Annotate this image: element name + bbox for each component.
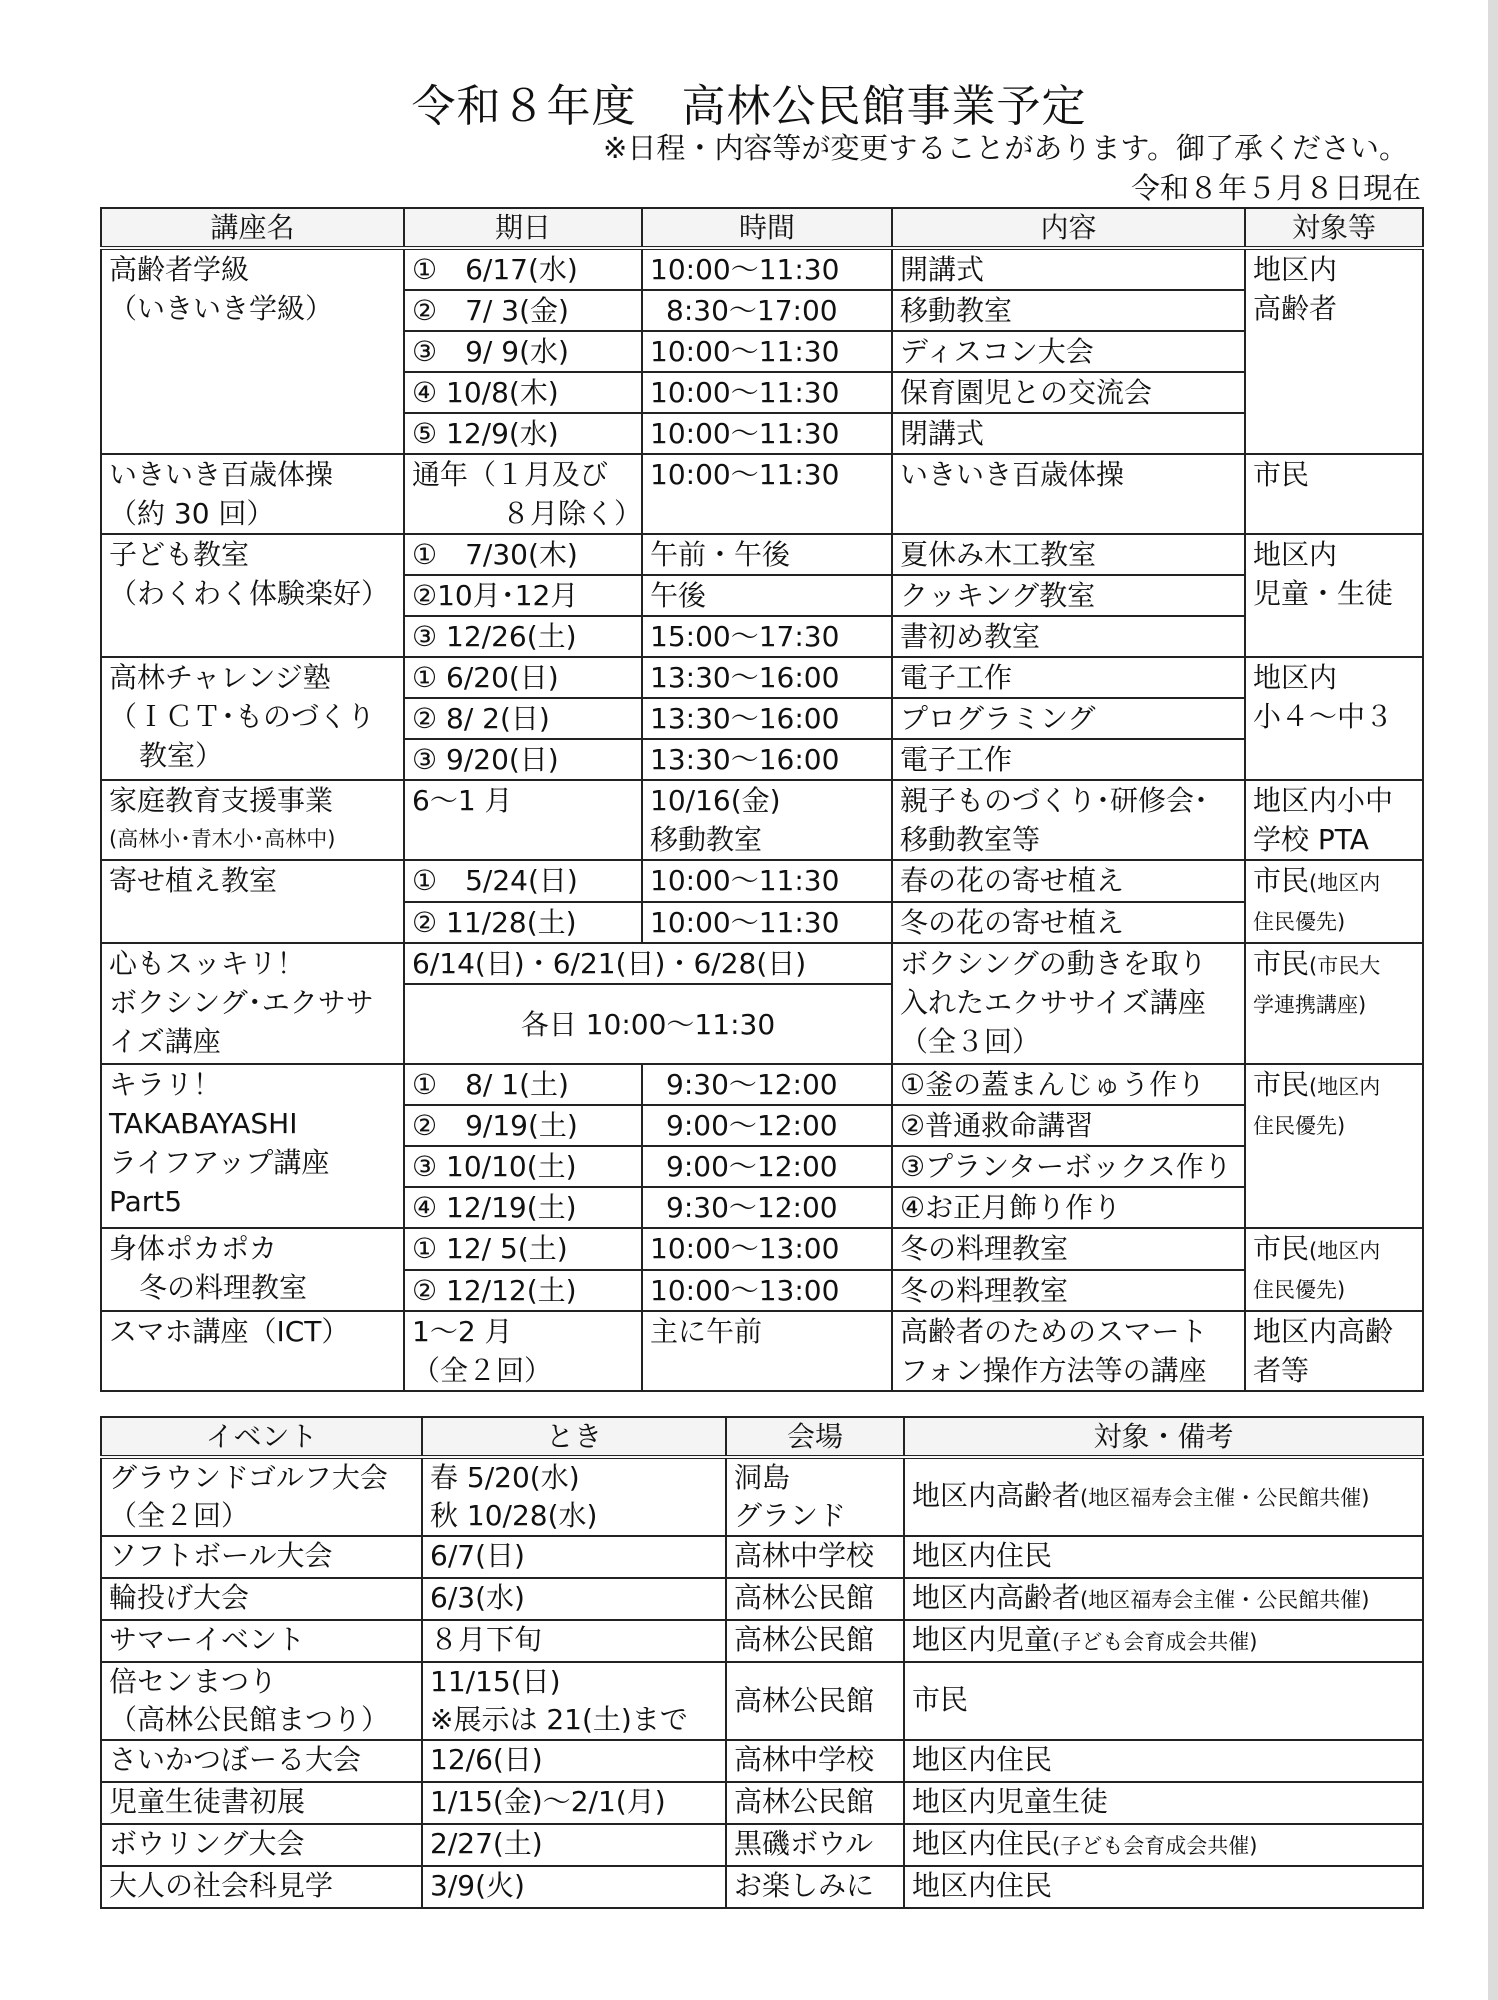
event-name-cell: さいかつぼーる大会 [101, 1740, 422, 1782]
header-when: とき [422, 1417, 726, 1457]
date-cell: ④ 10/8(木) [404, 372, 642, 413]
target-cell: 地区内 高齢者 [1245, 248, 1423, 454]
date-cell: ② 8/ 2(日) [404, 698, 642, 739]
time-cell: 9:30〜12:00 [642, 1187, 892, 1228]
event-name-cell: ソフトボール大会 [101, 1536, 422, 1578]
date-cell: ② 11/28(土) [404, 902, 642, 944]
venue-cell: 高林公民館 [726, 1578, 904, 1620]
target-notes-cell: 地区内住民 [904, 1536, 1423, 1578]
content-cell: 親子ものづくり･研修会･ 移動教室等 [892, 780, 1245, 860]
table-row [101, 1824, 1423, 1866]
when-cell: 2/27(土) [422, 1824, 726, 1866]
content-cell: 書初め教室 [892, 616, 1245, 657]
table-row [101, 248, 1423, 290]
venue-cell: 高林中学校 [726, 1536, 904, 1578]
when-cell: 春 5/20(水) 秋 10/28(水) [422, 1457, 726, 1536]
event-name-cell: サマーイベント [101, 1620, 422, 1662]
venue-cell: 黒磯ボウル [726, 1824, 904, 1866]
content-cell: 保育園児との交流会 [892, 372, 1245, 413]
time-cell: 10:00〜13:00 [642, 1270, 892, 1312]
content-cell: 冬の花の寄せ植え [892, 902, 1245, 944]
date-cell: ② 9/19(土) [404, 1105, 642, 1146]
content-cell: 移動教室 [892, 290, 1245, 331]
date-cell: ② 7/ 3(金) [404, 290, 642, 331]
time-cell: 10:00〜11:30 [642, 248, 892, 290]
when-cell: 6/7(日) [422, 1536, 726, 1578]
table-row [101, 1311, 1423, 1391]
when-cell: 3/9(火) [422, 1866, 726, 1908]
date-cell: ① 7/30(木) [404, 534, 642, 575]
time-cell: 午後 [642, 575, 892, 616]
content-cell: クッキング教室 [892, 575, 1245, 616]
target-notes-cell: 地区内児童生徒 [904, 1782, 1423, 1824]
date-cell: 通年（１月及び ８月除く） [404, 454, 642, 534]
date-cell: ③ 9/ 9(水) [404, 331, 642, 372]
content-cell: ボクシングの動きを取り 入れたエクササイズ講座 （全３回） [892, 943, 1245, 1064]
content-cell: ①釜の蓋まんじゅう作り [892, 1064, 1245, 1105]
date-cell: ① 6/20(日) [404, 657, 642, 698]
target-notes-cell: 地区内住民(子ども会育成会共催) [904, 1824, 1423, 1866]
when-cell: ８月下旬 [422, 1620, 726, 1662]
date-cell: ① 5/24(日) [404, 860, 642, 902]
time-cell: 10:00〜11:30 [642, 413, 892, 454]
target-cell: 地区内 児童・生徒 [1245, 534, 1423, 657]
as-of-date: 令和８年５月８日現在 [1130, 171, 1421, 205]
header-target: 対象等 [1245, 208, 1423, 248]
content-cell: ディスコン大会 [892, 331, 1245, 372]
target-cell: 地区内小中 学校 PTA [1245, 780, 1423, 860]
date-cell: ③ 10/10(土) [404, 1146, 642, 1187]
page-title: 令和８年度 高林公民館事業予定 [411, 81, 1087, 132]
header-target-notes: 対象・備考 [904, 1417, 1423, 1457]
table-row [101, 1782, 1423, 1824]
event-name-cell: 児童生徒書初展 [101, 1782, 422, 1824]
content-cell: ④お正月飾り作り [892, 1187, 1245, 1228]
content-cell: ③プランターボックス作り [892, 1146, 1245, 1187]
table-row [101, 1457, 1423, 1536]
time-cell: 10:00〜11:30 [642, 331, 892, 372]
course-name-cell: スマホ講座（ICT） [101, 1311, 404, 1391]
event-name-cell: 倍センまつり （高林公民館まつり） [101, 1662, 422, 1740]
date-cell: 6〜1 月 [404, 780, 642, 860]
event-schedule-table [100, 1416, 1424, 1909]
date-cell: ⑤ 12/9(水) [404, 413, 642, 454]
header-content: 内容 [892, 208, 1245, 248]
time-cell: 8:30〜17:00 [642, 290, 892, 331]
table-row [101, 1662, 1423, 1740]
course-name-cell: 高林チャレンジ塾 （ＩＣＴ･ものづくり 教室） [101, 657, 404, 780]
content-cell: 電子工作 [892, 657, 1245, 698]
change-notice: ※日程・内容等が変更することがあります。御了承ください。 [603, 131, 1408, 165]
when-cell: 6/3(水) [422, 1578, 726, 1620]
target-notes-cell: 地区内住民 [904, 1866, 1423, 1908]
table-header-row [101, 208, 1423, 248]
content-cell: 夏休み木工教室 [892, 534, 1245, 575]
event-name-cell: 輪投げ大会 [101, 1578, 422, 1620]
time-cell: 10:00〜11:30 [642, 372, 892, 413]
target-cell: 地区内 小４〜中３ [1245, 657, 1423, 780]
time-cell: 15:00〜17:30 [642, 616, 892, 657]
time-cell: 午前・午後 [642, 534, 892, 575]
table-row [101, 1228, 1423, 1270]
date-cell: ① 8/ 1(土) [404, 1064, 642, 1105]
table-row [101, 534, 1423, 575]
course-name-cell: 家庭教育支援事業 (高林小･青木小･高林中) [101, 780, 404, 860]
venue-cell: 洞島 グランド [726, 1457, 904, 1536]
table-row [101, 780, 1423, 860]
venue-cell: 高林公民館 [726, 1662, 904, 1740]
target-notes-cell: 地区内高齢者(地区福寿会主催・公民館共催) [904, 1457, 1423, 1536]
header-event: イベント [101, 1417, 422, 1457]
target-cell: 市民(地区内 住民優先) [1245, 860, 1423, 943]
date-cell: ① 6/17(水) [404, 248, 642, 290]
time-cell: 13:30〜16:00 [642, 698, 892, 739]
content-cell: 高齢者のためのスマート フォン操作方法等の講座 [892, 1311, 1245, 1391]
date-cell: ③ 12/26(土) [404, 616, 642, 657]
target-cell: 地区内高齢 者等 [1245, 1311, 1423, 1391]
time-cell: 10:00〜13:00 [642, 1228, 892, 1270]
time-cell: 9:00〜12:00 [642, 1105, 892, 1146]
table-row [101, 1578, 1423, 1620]
time-cell: 10:00〜11:30 [642, 860, 892, 902]
target-notes-cell: 地区内住民 [904, 1740, 1423, 1782]
event-name-cell: 大人の社会科見学 [101, 1866, 422, 1908]
header-venue: 会場 [726, 1417, 904, 1457]
date-cell: ① 12/ 5(土) [404, 1228, 642, 1270]
course-name-cell: 高齢者学級 （いきいき学級） [101, 248, 404, 454]
course-name-cell: 身体ポカポカ 冬の料理教室 [101, 1228, 404, 1311]
content-cell: いきいき百歳体操 [892, 454, 1245, 534]
dates-cell: 6/14(日)・6/21(日)・6/28(日) [404, 943, 892, 984]
venue-cell: 高林公民館 [726, 1620, 904, 1662]
date-cell: ④ 12/19(土) [404, 1187, 642, 1228]
table-row [101, 657, 1423, 698]
content-cell: 冬の料理教室 [892, 1270, 1245, 1312]
venue-cell: 高林公民館 [726, 1782, 904, 1824]
time-cell: 10:00〜11:30 [642, 902, 892, 944]
course-name-cell: いきいき百歳体操 （約 30 回） [101, 454, 404, 534]
table-row [101, 1536, 1423, 1578]
target-cell: 市民 [1245, 454, 1423, 534]
table-row [101, 454, 1423, 534]
table-row [101, 1740, 1423, 1782]
venue-cell: お楽しみに [726, 1866, 904, 1908]
content-cell: 冬の料理教室 [892, 1228, 1245, 1270]
time-cell: 13:30〜16:00 [642, 657, 892, 698]
target-cell: 市民(市民大 学連携講座) [1245, 943, 1423, 1064]
content-cell: 春の花の寄せ植え [892, 860, 1245, 902]
time-cell: 10/16(金) 移動教室 [642, 780, 892, 860]
content-cell: ②普通救命講習 [892, 1105, 1245, 1146]
content-cell: 閉講式 [892, 413, 1245, 454]
time-cell: 主に午前 [642, 1311, 892, 1391]
date-cell: ②10月･12月 [404, 575, 642, 616]
table-row [101, 1620, 1423, 1662]
time-cell: 13:30〜16:00 [642, 739, 892, 780]
time-cell: 各日 10:00〜11:30 [404, 984, 892, 1064]
content-cell: プログラミング [892, 698, 1245, 739]
date-cell: ② 12/12(土) [404, 1270, 642, 1312]
when-cell: 11/15(日) ※展示は 21(土)まで [422, 1662, 726, 1740]
header-course-name: 講座名 [101, 208, 404, 248]
event-name-cell: ボウリング大会 [101, 1824, 422, 1866]
table-row [101, 1064, 1423, 1105]
table-row [101, 860, 1423, 902]
table-row [101, 943, 1423, 984]
content-cell: 開講式 [892, 248, 1245, 290]
when-cell: 12/6(日) [422, 1740, 726, 1782]
venue-cell: 高林中学校 [726, 1740, 904, 1782]
header-time: 時間 [642, 208, 892, 248]
target-notes-cell: 市民 [904, 1662, 1423, 1740]
date-cell: 1〜2 月 （全２回） [404, 1311, 642, 1391]
table-row [101, 1866, 1423, 1908]
header-date: 期日 [404, 208, 642, 248]
target-notes-cell: 地区内高齢者(地区福寿会主催・公民館共催) [904, 1578, 1423, 1620]
target-notes-cell: 地区内児童(子ども会育成会共催) [904, 1620, 1423, 1662]
time-cell: 9:00〜12:00 [642, 1146, 892, 1187]
course-name-cell: 心もスッキリ！ ボクシング･エクササ イズ講座 [101, 943, 404, 1064]
target-cell: 市民(地区内 住民優先) [1245, 1228, 1423, 1311]
time-cell: 9:30〜12:00 [642, 1064, 892, 1105]
when-cell: 1/15(金)〜2/1(月) [422, 1782, 726, 1824]
course-name-cell: キラリ！ TAKABAYASHI ライフアップ講座 Part5 [101, 1064, 404, 1228]
content-cell: 電子工作 [892, 739, 1245, 780]
course-schedule-table [100, 207, 1424, 1392]
time-cell: 10:00〜11:30 [642, 454, 892, 534]
event-name-cell: グラウンドゴルフ大会 （全２回） [101, 1457, 422, 1536]
course-name-cell: 子ども教室 （わくわく体験楽好） [101, 534, 404, 657]
target-cell: 市民(地区内 住民優先) [1245, 1064, 1423, 1228]
date-cell: ③ 9/20(日) [404, 739, 642, 780]
course-name-cell: 寄せ植え教室 [101, 860, 404, 943]
table-header-row [101, 1417, 1423, 1457]
page-edge-shadow [1488, 0, 1498, 2000]
